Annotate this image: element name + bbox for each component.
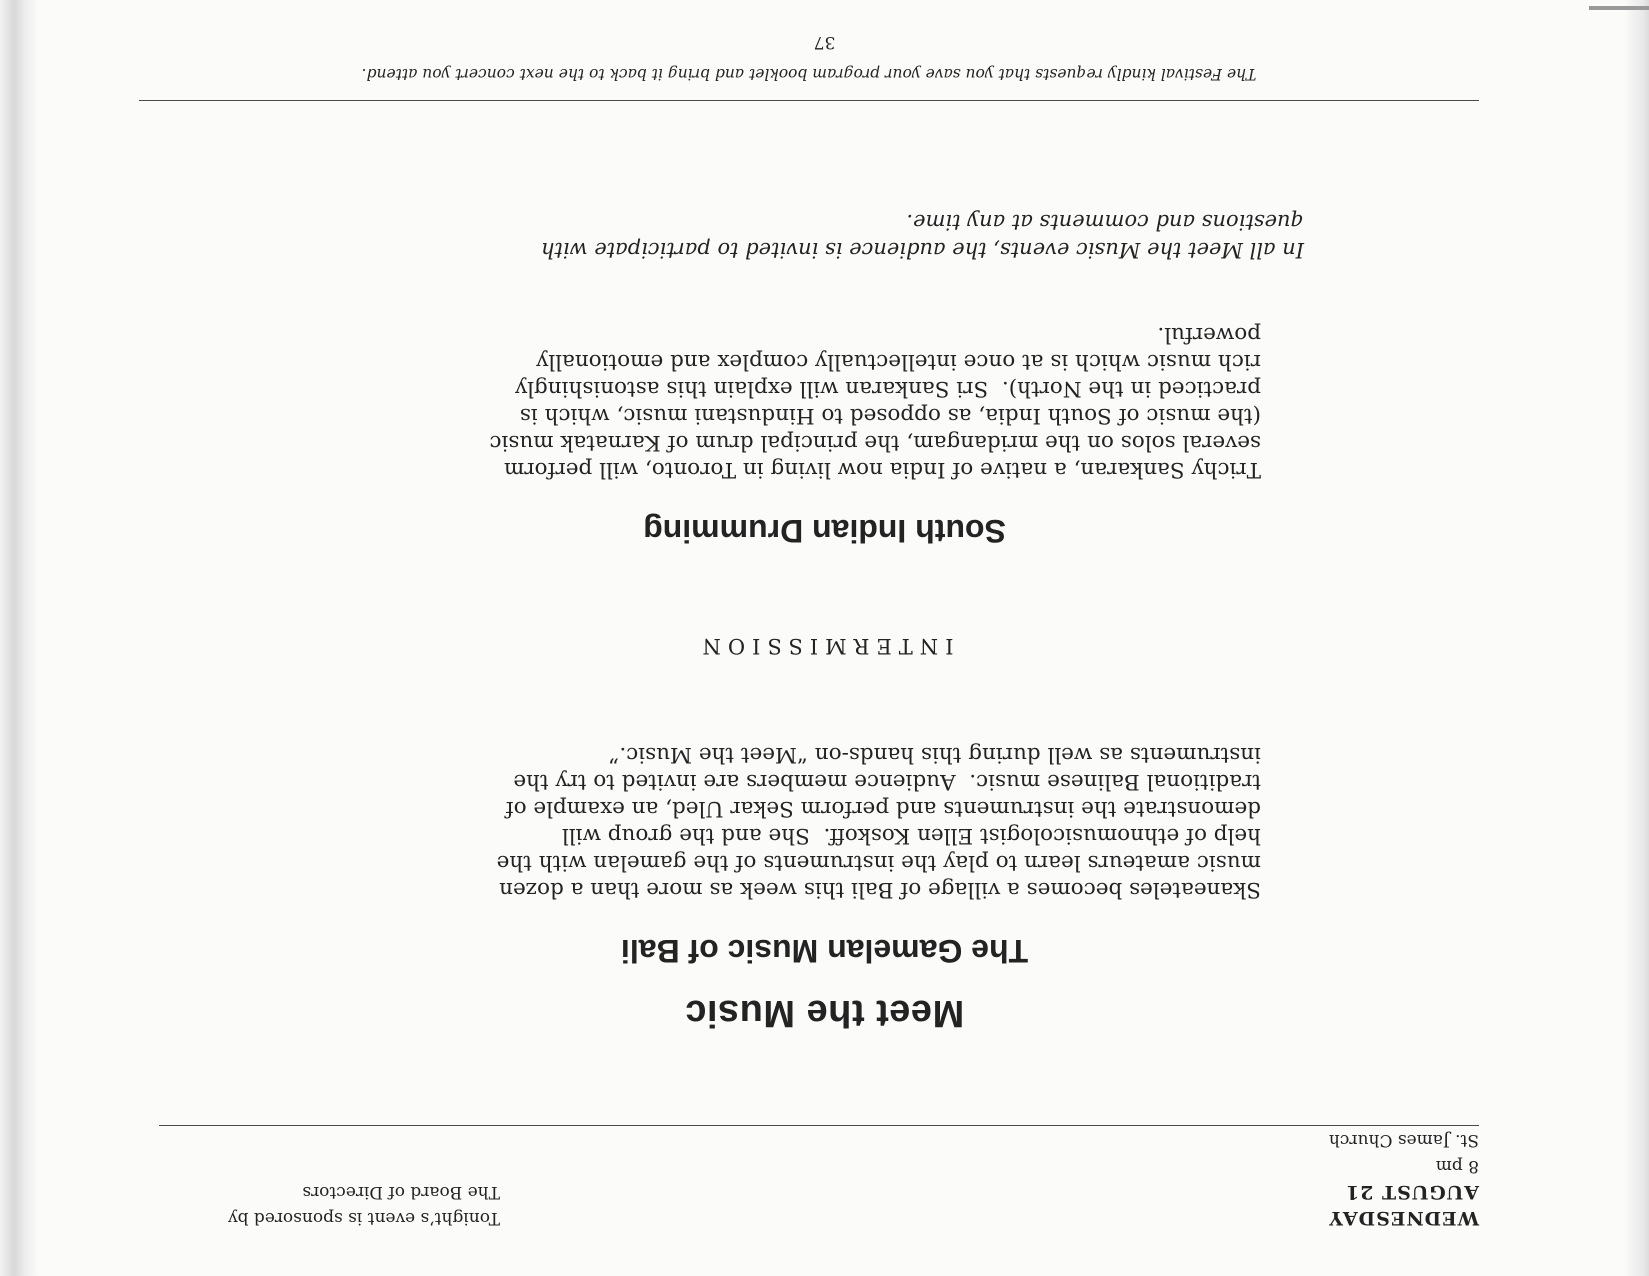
event-info (1059, 1127, 1479, 1231)
paragraph-line: (the music of South India, as opposed to Hindustani music, which is (519, 403, 1261, 428)
paragraph-line: traditional Balinese music. Audience members are invited to try the (513, 769, 1261, 794)
footer-divider (139, 100, 1479, 101)
paragraph-line: music amateurs learn to play the instruments of the gamelan with the (496, 850, 1261, 875)
sponsor-name: The Board of Directors (302, 1182, 500, 1202)
event-time: 8 pm (1435, 1156, 1479, 1176)
note-line: questions and comments at any time. (906, 210, 1304, 234)
footer-note: The Festival kindly requests that you save your program booklet and bring it back to the next concert you attend. (361, 65, 1257, 83)
note-line: In all Meet the Music events, the audience is invited to participate with (540, 238, 1304, 262)
sponsor-line: Tonight’s event is sponsored by (227, 1208, 500, 1228)
page-number: 37 (813, 32, 836, 52)
event-day: WEDNESDAY (1328, 1207, 1479, 1229)
sponsor-info (120, 1179, 500, 1231)
event-date: AUGUST 21 (1344, 1181, 1479, 1203)
paragraph-line: rich music which is at once intellectually complex and emotionally (536, 349, 1261, 374)
drumming-description (341, 321, 1261, 483)
header-divider (159, 1125, 1479, 1126)
paragraph-line: Trichy Sankaran, a native of India now living in Toronto, will perform (503, 457, 1261, 482)
paragraph-line: help of ethnomusicologist Ellen Koskoff. She and the group will (561, 823, 1261, 848)
gamelan-description (341, 741, 1261, 903)
paragraph-line: Skaneateles becomes a village of Bali this week as more than a dozen (499, 877, 1261, 902)
participation-note (324, 208, 1304, 264)
event-venue: St. James Church (1328, 1130, 1479, 1150)
paragraph-line: instruments as well during this hands-on “Meet the Music.” (608, 742, 1261, 767)
paragraph-line: demonstrate the instruments and perform Sekar Uled, an example of (505, 796, 1261, 821)
gamelan-heading: The Gamelan Music of Bali (620, 933, 1029, 969)
paragraph-line: practiced in the North). Sri Sankaran will explain this astonishingly (514, 376, 1261, 401)
page-title: Meet the Music (684, 992, 965, 1034)
paragraph-line: powerful. (1157, 322, 1261, 347)
drumming-heading: South Indian Drumming (643, 513, 1006, 549)
intermission-label: INTERMISSION (695, 634, 954, 658)
paragraph-line: several solos on the mridangam, the principal drum of Karnatak music (489, 430, 1261, 455)
